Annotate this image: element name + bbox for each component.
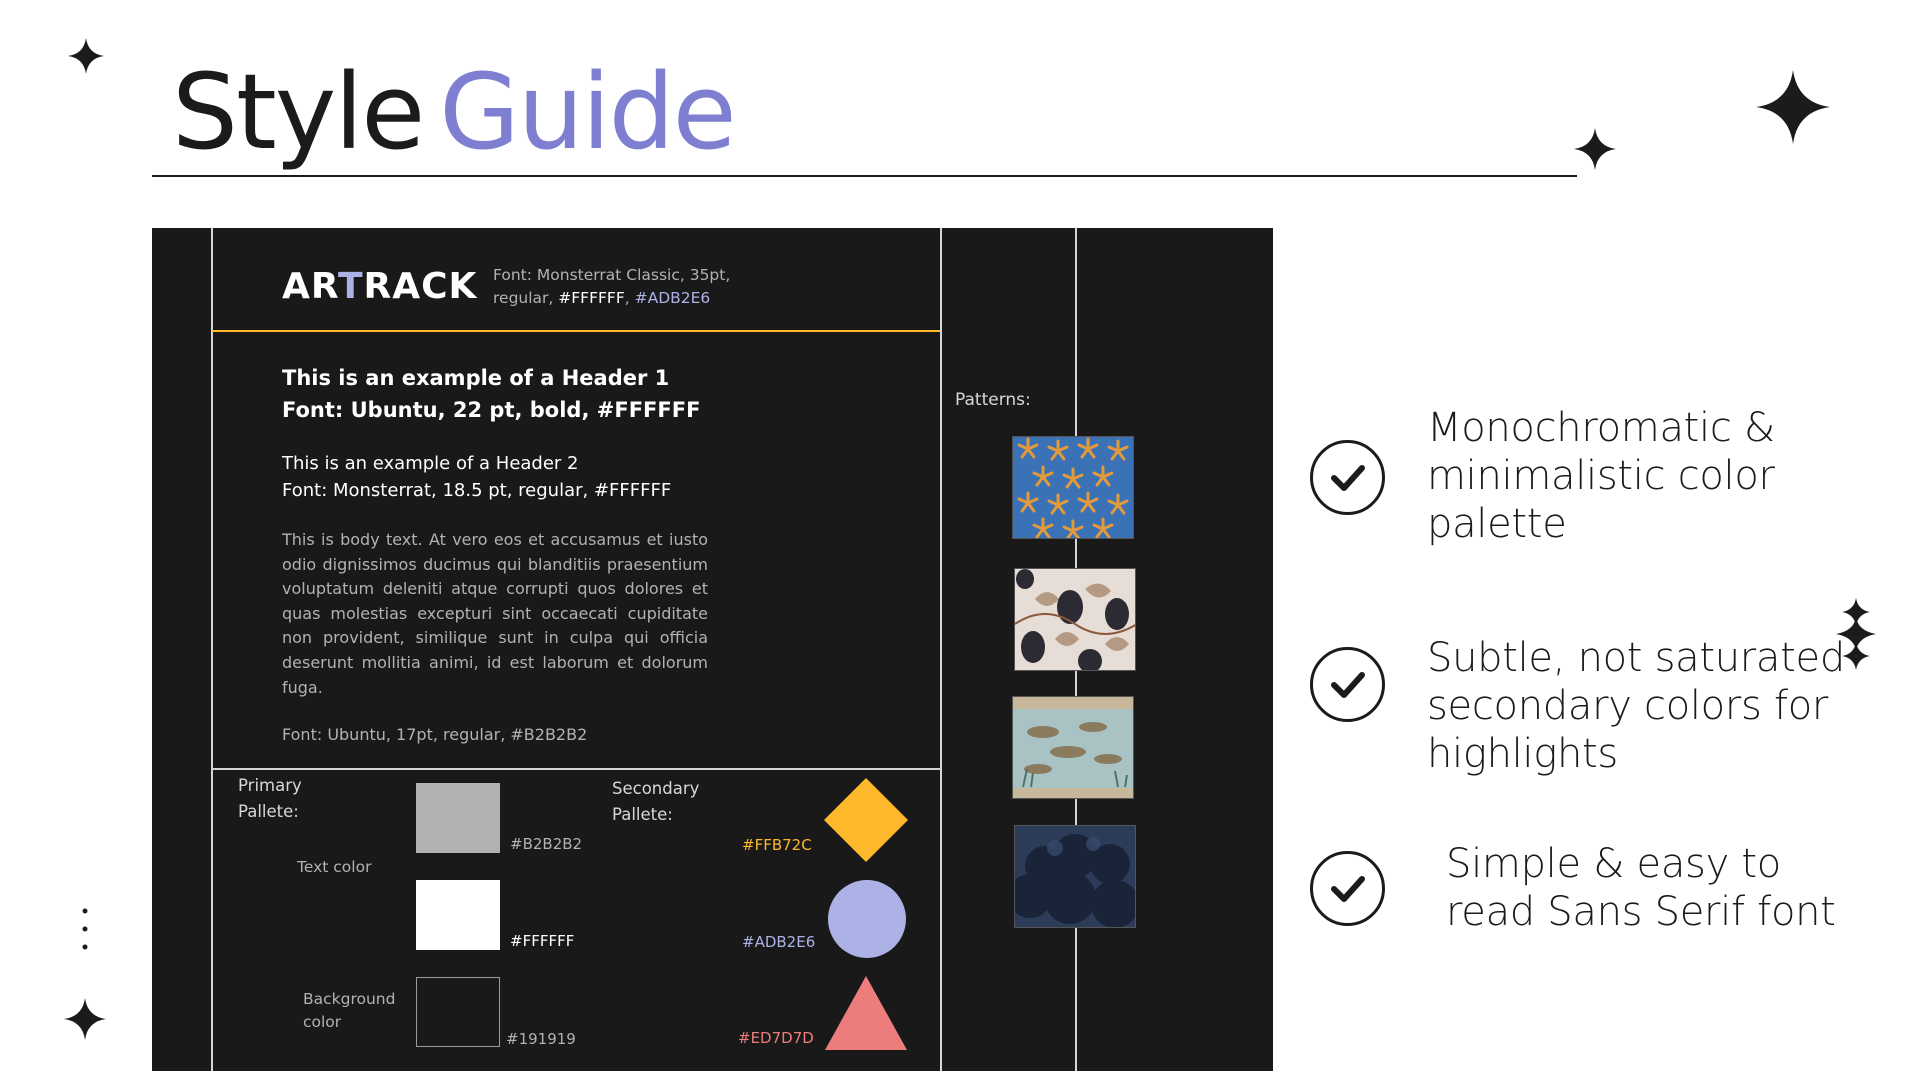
secondary-palette-label: Secondary Pallete: [612, 779, 700, 824]
swatch-gray [416, 783, 500, 853]
artrack-logo: ARTRACK [282, 266, 478, 307]
sparkle-icon-title-end [1574, 128, 1616, 170]
body-font-note: Font: Ubuntu, 17pt, regular, #B2B2B2 [282, 725, 588, 744]
bullet-text-3: Simple & easy to read Sans Serif font [1446, 841, 1836, 935]
title-word-style: Style [172, 51, 424, 173]
title-underline [152, 175, 1577, 177]
header1-example: This is an example of a Header 1 Font: Ubuntu, 22 pt, bold, #FFFFFF [282, 366, 701, 422]
text-color-label: Text color [297, 858, 372, 876]
check-circle-icon [1310, 851, 1385, 926]
swatch-background [416, 977, 500, 1047]
swatch-lavender-circle [828, 880, 906, 958]
header-separator [212, 330, 940, 332]
sparkle-icon-top-left [68, 38, 104, 74]
swatch-white [416, 880, 500, 950]
swatch-lavender-hex: #ADB2E6 [742, 933, 816, 951]
header2-example: This is an example of a Header 2 Font: Monsterrat, 18.5 pt, regular, #FFFFFF [282, 453, 672, 501]
fish-fresco-pattern [1012, 696, 1134, 799]
bullet-text-1: Monochromatic & minimalistic color palette [1427, 405, 1775, 547]
bullet-text-2: Subtle, not saturated secondary colors for highlights [1427, 635, 1845, 777]
swatch-background-hex: #191919 [506, 1030, 576, 1048]
check-circle-icon [1310, 440, 1385, 515]
style-guide-panel [152, 228, 1273, 1071]
swatch-coral-triangle [825, 976, 907, 1054]
patterns-label: Patterns: [955, 390, 1031, 410]
swatch-white-hex: #FFFFFF [510, 932, 575, 950]
logo-font-note: Font: Monsterrat Classic, 35pt, regular, #FFFFFF, #ADB2E6 [493, 266, 731, 307]
primary-palette-label: Primary Pallete: [238, 776, 302, 821]
page-title [172, 51, 735, 173]
dots-icon [82, 908, 88, 955]
night-clouds-pattern [1014, 825, 1136, 928]
check-circle-icon [1310, 647, 1385, 722]
sparkle-icon-bottom-left [64, 998, 106, 1040]
swatch-gray-hex: #B2B2B2 [510, 835, 583, 853]
palette-separator [212, 768, 940, 770]
panel-divider-left [211, 228, 213, 1071]
swatch-yellow-hex: #FFB72C [742, 836, 812, 854]
swatch-coral-hex: #ED7D7D [738, 1029, 814, 1047]
body-text-example: This is body text. At vero eos et accusamus et iusto odio dignissimos ducimus qui blanditiis praesentium voluptatum deleniti atque corrupti quos dolores et quas molestias excepturi sint occaecati cupiditate non provident, similique sunt in culpa qui officia deserunt mollitia animi, id est laborum et dolorum fuga. [282, 530, 708, 697]
background-color-label: Background color [303, 990, 396, 1031]
starfish-pattern [1012, 436, 1134, 539]
panel-divider-middle [940, 228, 942, 1071]
sparkle-icon-large-top-right [1756, 70, 1830, 144]
grape-leaf-pattern [1014, 568, 1136, 671]
title-word-guide: Guide [439, 51, 735, 173]
swatch-yellow-diamond [824, 778, 908, 866]
